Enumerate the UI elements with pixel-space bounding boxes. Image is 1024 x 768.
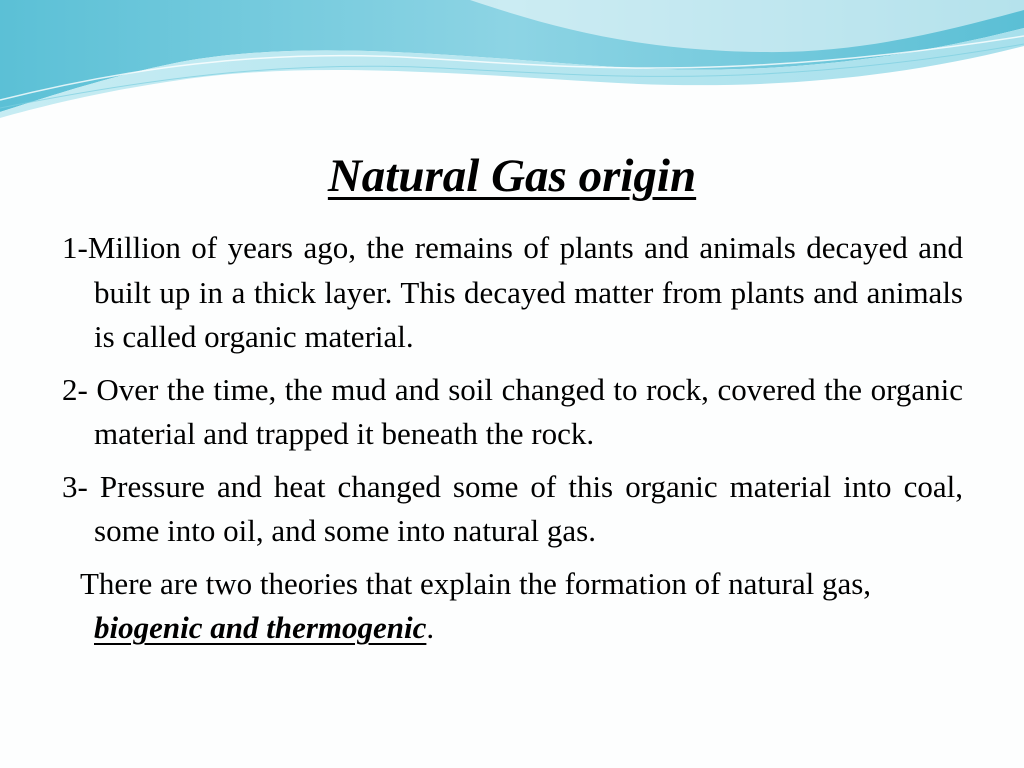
slide-title-text: Natural Gas origin xyxy=(327,150,697,202)
theories-emphasis: biogenic and thermogenic xyxy=(94,610,427,645)
paragraph-2: 2- Over the time, the mud and soil changed to rock, covered the organic material and trapped it beneath the rock. xyxy=(62,371,963,451)
header-wave-decoration xyxy=(0,0,1024,120)
paragraph-3: 3- Pressure and heat changed some of this organic material into coal, some into oil, and some into natural gas. xyxy=(62,468,963,548)
paragraph-1: 1-Million of years ago, the remains of plants and animals decayed and built up in a thick layer. This decayed matter from plants and animals is called organic material. xyxy=(62,230,963,354)
closing-paragraph xyxy=(62,562,963,651)
closing-text: There are two theories that explain the formation of natural gas, xyxy=(80,565,872,601)
closing-period: . xyxy=(426,610,435,645)
slide-body xyxy=(62,226,963,659)
slide-title xyxy=(0,146,1024,206)
